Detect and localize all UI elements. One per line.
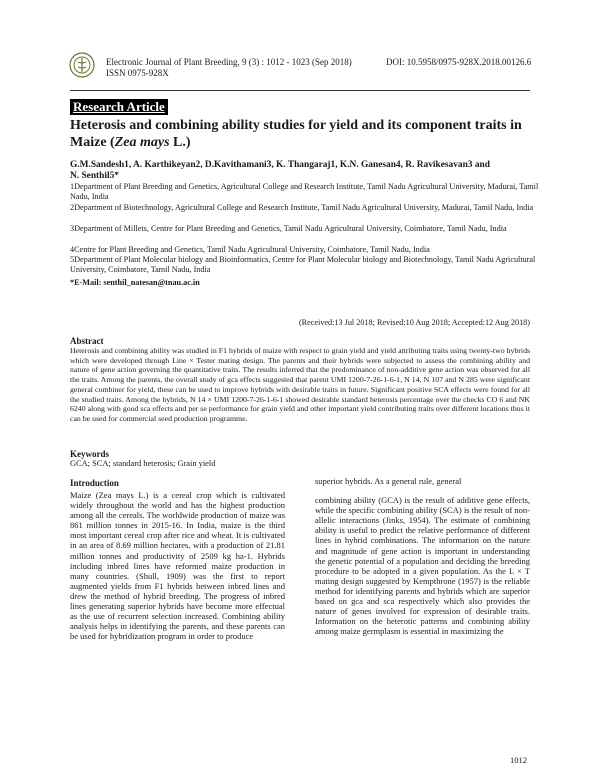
introduction-left-column: Maize (Zea mays L.) is a cereal crop which is cultivated widely throughout the world and has the highest production among all the cereals. The worldwide production of maize was 861 million tonnes in 2015-16. In India, maize is the third most important cereal crop after rice and wheat. It is cultivated in an area of 8.69 million hectares, with a production of 21.81 million tonnes and productivity of 2509 kg ha-1. Hybrids including inbred lines have reformed maize production in many countries. (Shull, 1909) was the first to report augmented yields from F1 hybrids between inbred lines and drew the method of hybrid breeding. The progress of inbred lines generating superior hybrids have become more effectual as the use of recurrent selection increased. Combining ability analysis helps in identifying the parents, and these parents can be used for hybridization program in order to produce: [70, 490, 285, 642]
doi: DOI: 10.5958/0975-928X.2018.00126.6: [386, 57, 532, 67]
affiliation-2: 2Department of Biotechnology, Agricultural College and Research Institute, Tamil Nadu Agricultural University, Madurai, Tamil Nadu, India: [70, 203, 534, 212]
journal-citation: Electronic Journal of Plant Breeding, 9 (3) : 1012 - 1023 (Sep 2018): [106, 57, 352, 67]
keywords-text: GCA; SCA; standard heterosis; Grain yield: [70, 459, 216, 468]
abstract-text: Heterosis and combining ability was studied in F1 hybrids of maize with respect to grain yield and yield attributing traits using twenty-two hybrids which were developed through Line × Tester mating design. The parents and their hybrids were subjected to assess the combining ability and nature of gene action governing the quantitative traits. The results inferred that the predominance of non-additive gene action was observed for all the traits. Among the parents, the overall study of gca effects suggested that parent UMI 1200-7-26-1-6-1, N 14, N 107 and N 285 were significant general combiner for yield, these can be used to improve hybrids with desirable traits in future. Significant positive SCA effects were found for all the studied traits. Among the hybrids, N 14 × UMI 1200-7-26-1-6-1 showed desirable standard heterosis percentage over the checks CO 6 and NK 6240 along with good sca effects and per se performance for grain yield and other important yield contributing traits over different locations thus it can be used for commercial seed production programme.: [70, 346, 530, 423]
received-dates: (Received:13 Jul 2018; Revised:10 Aug 2018; Accepted:12 Aug 2018): [298, 318, 530, 327]
header-divider: [70, 90, 530, 91]
introduction-right-top: superior hybrids. As a general rule, general: [315, 476, 462, 486]
introduction-right-column: [315, 476, 530, 636]
affiliation-3: 3Department of Millets, Centre for Plant Breeding and Genetics, Tamil Nadu Agricultural University, Coimbatore, Tamil Nadu, India: [70, 224, 507, 233]
affiliation-5: 5Department of Plant Molecular biology and Bioinformatics, Centre for Plant Molecular biology and Biotechnology, Tamil Nadu Agricultural University, Coimbatore, Tamil Nadu, India: [70, 255, 536, 275]
introduction-heading: Introduction: [70, 478, 119, 488]
affiliation-4: 4Centre for Plant Breeding and Genetics, Tamil Nadu Agricultural University, Coimbatore, Tamil Nadu, India: [70, 245, 430, 254]
keywords-heading: Keywords: [70, 449, 109, 459]
article-type-badge: Research Article: [70, 99, 168, 115]
page-number: 1012: [510, 755, 527, 765]
author-list: [70, 160, 540, 182]
issn: ISSN 0975-928X: [106, 68, 169, 78]
author-line-1: G.M.Sandesh1, A. Karthikeyan2, D.Kavithamani3, K. Thangaraj1, K.N. Ganesan4, R. Ravikesavan3 and: [70, 160, 490, 170]
corresponding-email: *E-Mail: senthil_natesan@tnau.ac.in: [70, 278, 200, 287]
author-line-2: N. Senthil5*: [70, 171, 119, 181]
introduction-right-body: combining ability (GCA) is the result of additive gene effects, while the specific combining ability (SCA) is the result of non-allelic interactions (Jinks, 1954). The estimate of combining ability is useful to predict the relative performance of different lines in hybrid combinations. The information on the nature and magnitude of gene action is important in understanding the genetic potential of a population and deciding the breeding procedure to be adopted in a given population. As the L × T mating design suggested by Kempthrone (1957) is the reliable method for identifying parents and hybrids which are superior based on gca and sca respectively which also provides the nature of genes involved for expression of desirable traits. Information on the heterotic patterns and combining ability among maize germplasm is essential in maximizing the: [315, 495, 530, 637]
affiliation-1: 1Department of Plant Breeding and Genetics, Agricultural College and Research Institute, Tamil Nadu Agricultural University, Madurai, Tamil Nadu, India: [70, 182, 539, 202]
journal-logo-icon: [69, 52, 95, 78]
paper-title: Heterosis and combining ability studies for yield and its component traits in Maize (Zea mays L.): [70, 118, 522, 150]
abstract-heading: Abstract: [70, 336, 104, 346]
